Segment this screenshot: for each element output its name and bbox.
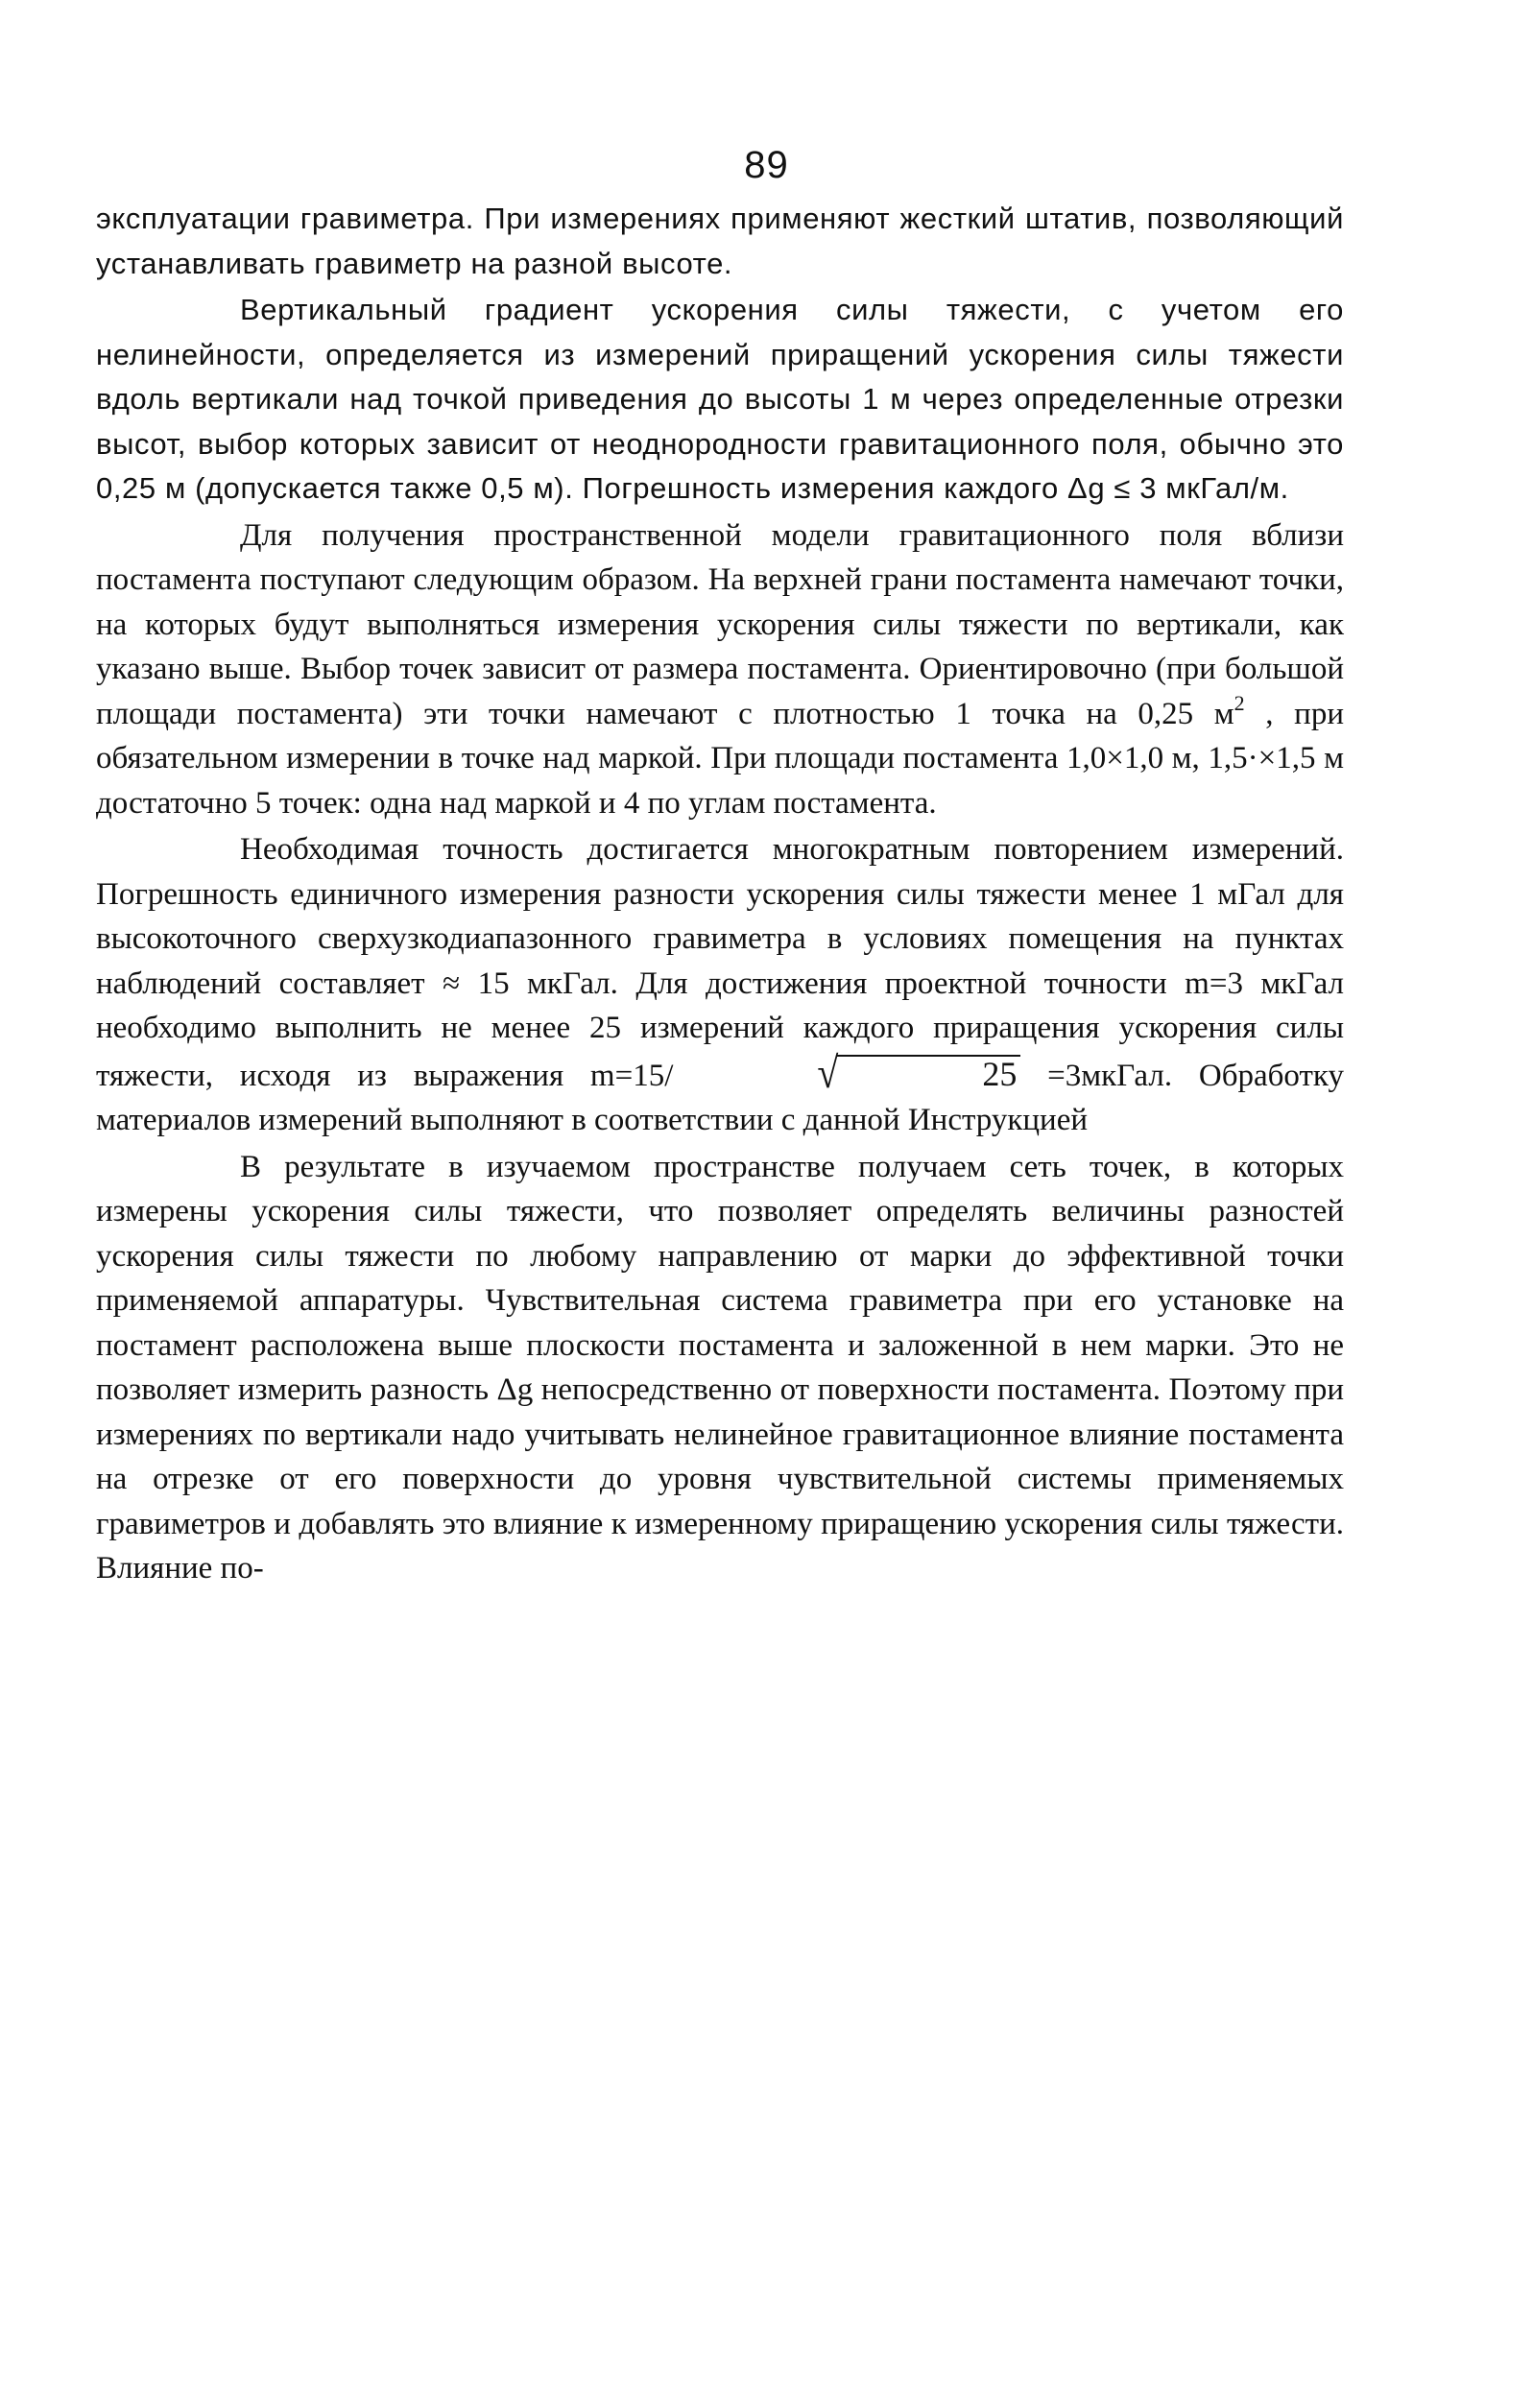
superscript-2: 2 bbox=[1234, 690, 1245, 715]
sqrt-symbol-icon: √ bbox=[817, 1047, 839, 1097]
paragraph-4-text-a: Необходимая точность достигается многократным повторением измерений. Погрешность единичного измерения разности ускорения силы тяжести менее 1 мГал для высокоточного сверхузкодиапазонного гравиметра в условиях помещения на пунктах наблюдений составляет ≈ 15 мкГал. Для достижения проектной точности m=3 мкГал необходимо выполнить не менее 25 измерений каждого приращения ускорения силы тяжести, исходя из выражения m=15/ bbox=[96, 832, 1344, 1093]
paragraph-3-text-b: , при обязательном измерении в точке над маркой. При площади постамента 1,0×1,0 м, 1,5·×1,5 м достаточно 5 точек: одна над маркой и 4 по углам постамента. bbox=[96, 696, 1344, 821]
sqrt-argument: 25 bbox=[836, 1055, 1020, 1091]
paragraph-3 bbox=[96, 513, 1344, 826]
paragraph-2: Вертикальный градиент ускорения силы тяжести, с учетом его нелинейности, определяется из измерений приращений ускорения силы тяжести вдоль вертикали над точкой приведения до высоты 1 м через определенные отрезки высот, выбор которых зависит от неоднородности гравитационного поля, обычно это 0,25 м (допускается также 0,5 м). Погрешность измерения каждого Δg ≤ 3 мкГал/м. bbox=[96, 293, 1344, 505]
body-text bbox=[96, 197, 1344, 1593]
page-number: 89 bbox=[744, 144, 789, 186]
paragraph-4-text-b: =3мкГал. Обработку материалов измерений выполняют в соответствии с данной Инструкцией bbox=[96, 1058, 1344, 1137]
paragraph-5: В результате в изучаемом пространстве получаем сеть точек, в которых измерены ускорения силы тяжести, что позволяет определять величины разностей ускорения силы тяжести по любому направлению от марки до эффективной точки применяемой аппаратуры. Чувствительная система гравиметра при его установке на постамент расположена выше плоскости постамента и заложенной в нем марки. Это не позволяет измерить разность Δg непосредственно от поверхности постамента. Поэтому при измерениях по вертикали надо учитывать нелинейное гравитационное влияние постамента на отрезке от его поверхности до уровня чувствительной системы применяемых гравиметров и добавлять это влияние к измеренному приращению ускорения силы тяжести. Влияние по- bbox=[96, 1149, 1344, 1585]
paragraph-3-text-a: Для получения пространственной модели гравитационного поля вблизи постамента поступают следующим образом. На верхней грани постамента намечают точки, на которых будут выполняться измерения ускорения силы тяжести по вертикали, как указано выше. Выбор точек зависит от размера постамента. Ориентировочно (при большой площади постамента) эти точки намечают с плотностью 1 точка на 0,25 м bbox=[96, 517, 1344, 731]
paragraph-4 bbox=[96, 827, 1344, 1143]
paragraph-1: эксплуатации гравиметра. При измерениях применяют жесткий штатив, позволяющий устанавливать гравиметр на разной высоте. bbox=[96, 202, 1344, 280]
